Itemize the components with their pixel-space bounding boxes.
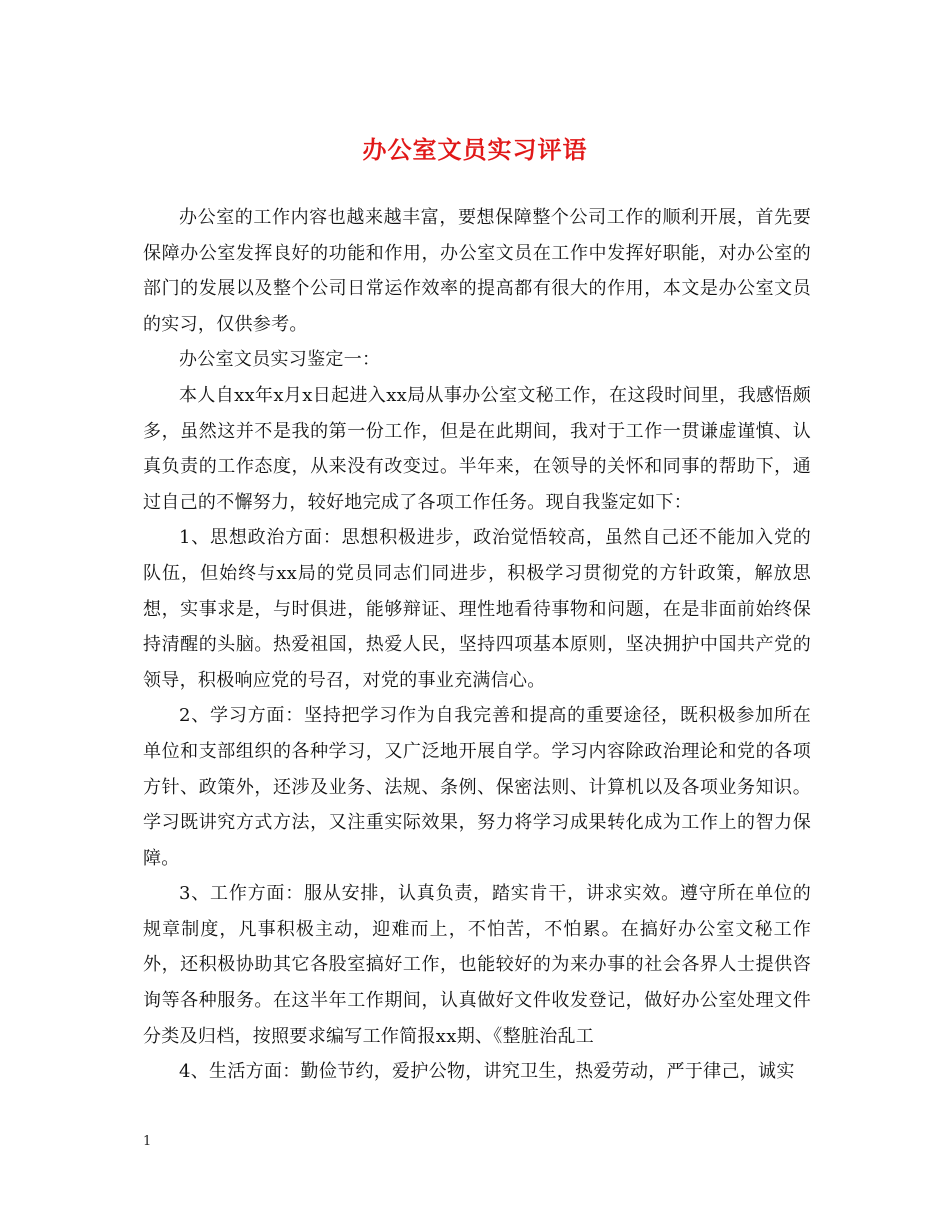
paragraph-self-introduction: 本人自xx年x月x日起进入xx局从事办公室文秘工作，在这段时间里，我感悟颇多，虽然这并不是我的第一份工作，但是在此期间，我对于工作一贯谦虚谨慎、认真负责的工作态度，从来没有改变过。半年来，在领导的关怀和同事的帮助下，通过自己的不懈努力，较好地完成了各项工作任务。现自我鉴定如下： [143, 384, 811, 513]
paragraph-study: 2、学习方面：坚持把学习作为自我完善和提高的重要途径，既积极参加所在单位和支部组织的各种学习，又广泛地开展自学。学习内容除政治理论和党的各项方针、政策外，还涉及业务、法规、条例、保密法则、计算机以及各项业务知识。学习既讲究方式方法，又注重实际效果，努力将学习成果转化成为工作上的智力保障。 [143, 705, 811, 869]
paragraph-political-thought: 1、思想政治方面：思想积极进步，政治觉悟较高，虽然自己还不能加入党的队伍，但始终与xx局的党员同志们同进步，积极学习贯彻党的方针政策，解放思想，实事求是，与时俱进，能够辩证、理性地看待事物和问题，在是非面前始终保持清醒的头脑。热爱祖国，热爱人民，坚持四项基本原则，坚决拥护中国共产党的领导，积极响应党的号召，对党的事业充满信心。 [143, 527, 811, 691]
document-title: 办公室文员实习评语 [362, 135, 588, 164]
paragraph-heading-appraisal-one: 办公室文员实习鉴定一： [179, 349, 381, 371]
page-number: 1 [143, 1134, 152, 1149]
document-body [143, 200, 811, 1090]
paragraph-life: 4、生活方面：勤俭节约，爱护公物，讲究卫生，热爱劳动，严于律己，诚实 [179, 1061, 795, 1083]
paragraph-work: 3、工作方面：服从安排，认真负责，踏实肯干，讲求实效。遵守所在单位的规章制度，凡事积极主动，迎难而上，不怕苦，不怕累。在搞好办公室文秘工作外，还积极协助其它各股室搞好工作，也能较好的为来办事的社会各界人士提供咨询等各种服务。在这半年工作期间，认真做好文件收发登记，做好办公室处理文件分类及归档，按照要求编写工作简报xx期、《整脏治乱工 [143, 883, 811, 1047]
paragraph-intro: 办公室的工作内容也越来越丰富，要想保障整个公司工作的顺利开展，首先要保障办公室发挥良好的功能和作用，办公室文员在工作中发挥好职能，对办公室的部门的发展以及整个公司日常运作效率的提高都有很大的作用，本文是办公室文员的实习，仅供参考。 [143, 207, 811, 335]
